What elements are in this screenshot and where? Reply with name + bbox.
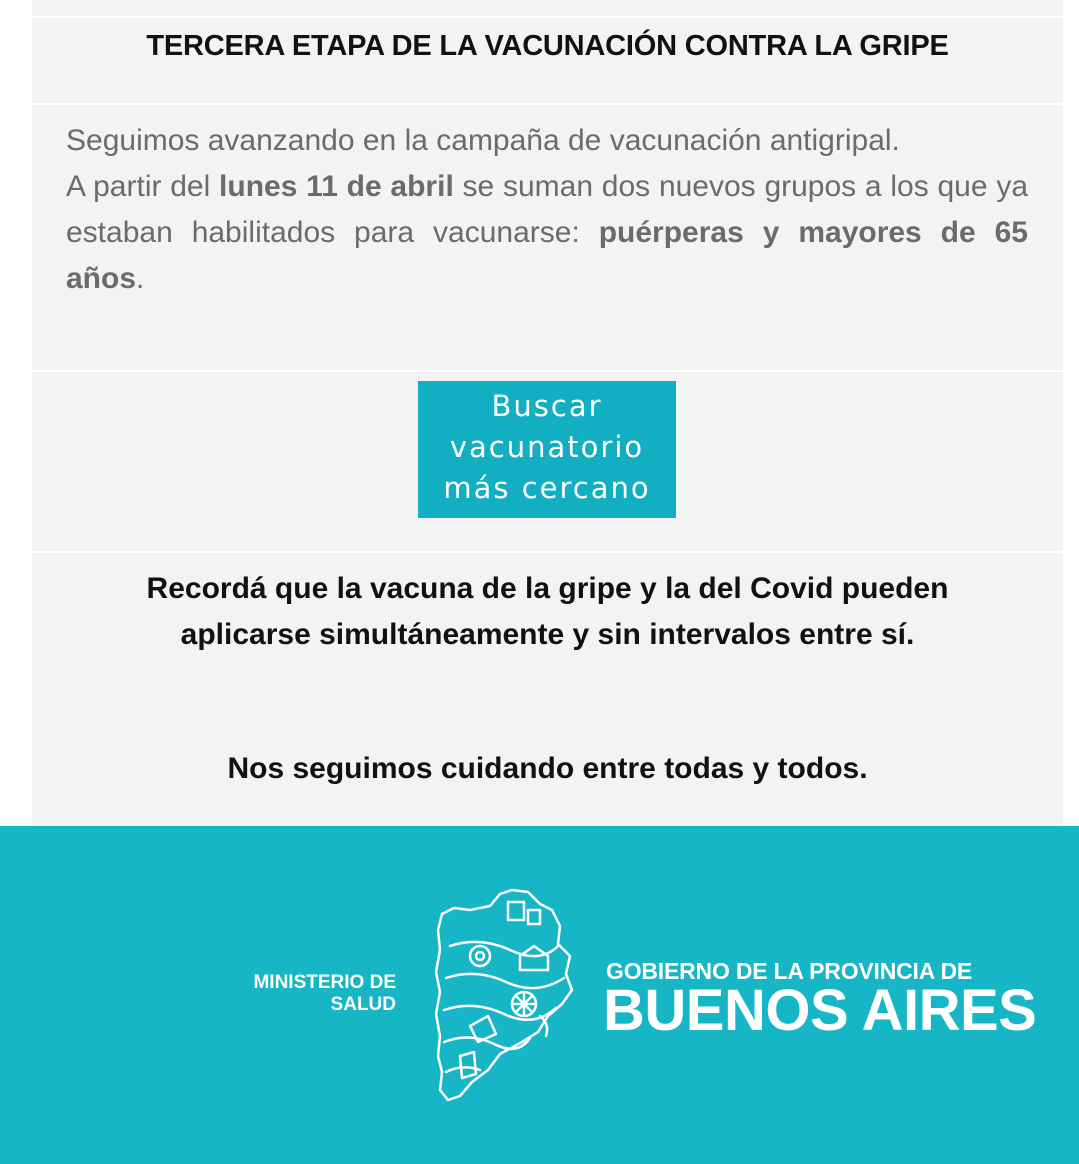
government-line-2: BUENOS AIRES — [603, 978, 1037, 1043]
intro-paragraph — [66, 118, 1028, 302]
cta-label-line-3: más cercano — [443, 471, 651, 505]
intro-line-1: Seguimos avanzando en la campaña de vacunación antigripal. — [66, 124, 900, 157]
divider — [32, 370, 1063, 372]
intro-text-c: . — [136, 262, 145, 295]
ministry-line-1: MINISTERIO DE — [253, 972, 396, 993]
reminder-text — [60, 566, 1035, 658]
find-vaccination-center-button[interactable] — [418, 381, 676, 518]
intro-text-b: se suman dos nuevos grupos a los que ya estaban habilitados para vacunarse: — [66, 170, 1029, 249]
reminder-line-1: Recordá que la vacuna de la gripe y la del Covid pueden — [146, 572, 949, 605]
divider — [32, 16, 1063, 18]
closing-text: Nos seguimos cuidando entre todas y todos. — [227, 752, 868, 785]
intro-text-a: A partir del — [66, 170, 220, 203]
page-title: TERCERA ETAPA DE LA VACUNACIÓN CONTRA LA GRIPE — [146, 30, 949, 62]
buenos-aires-province-map-icon — [430, 886, 580, 1106]
divider — [32, 103, 1063, 105]
government-line-1: GOBIERNO DE LA PROVINCIA DE — [606, 958, 973, 984]
divider — [32, 551, 1063, 553]
footer — [0, 826, 1079, 1164]
intro-date: lunes 11 de abril — [219, 170, 454, 203]
cta-label-line-2: vacunatorio — [449, 430, 645, 464]
ministry-label — [200, 972, 396, 1016]
intro-groups: puérperas y mayores de 65 años — [66, 216, 1028, 295]
ministry-line-2: SALUD — [330, 994, 396, 1015]
reminder-line-2: aplicarse simultáneamente y sin intervalos entre sí. — [180, 618, 915, 651]
cta-label-line-1: Buscar — [491, 389, 603, 423]
